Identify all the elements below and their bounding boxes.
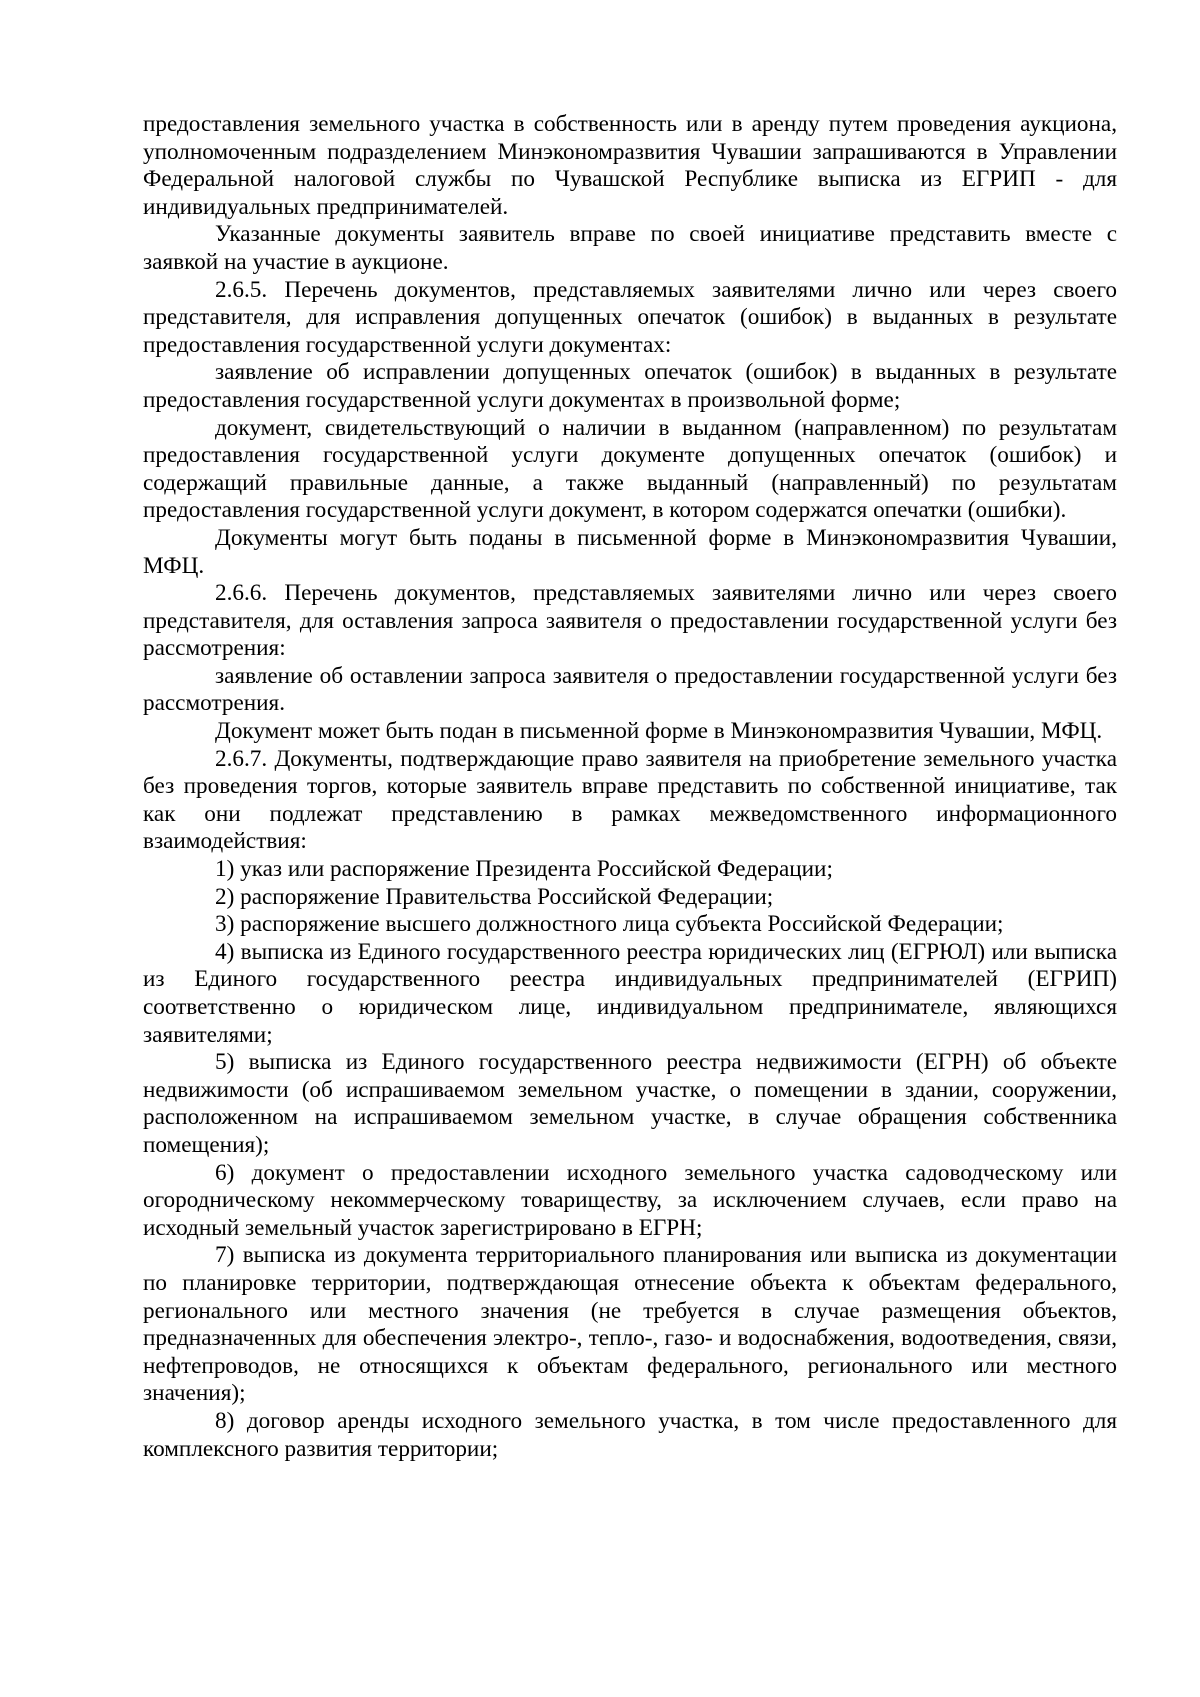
list-item-4: 4) выписка из Единого государственного реестра юридических лиц (ЕГРЮЛ) или выписка из Единого государственного реестра индивидуальных предпринимателей (ЕГРИП) соответственно о юридическом лице, индивидуальном предпринимателе, являющихся заявителями; bbox=[143, 938, 1117, 1048]
list-item-8: 8) договор аренды исходного земельного участка, в том числе предоставленного для комплексного развития территории; bbox=[143, 1407, 1117, 1462]
paragraph-2-6-7: 2.6.7. Документы, подтверждающие право заявителя на приобретение земельного участка без проведения торгов, которые заявитель вправе представить по собственной инициативе, так как они подлежат представлению в рамках межведомственного информационного взаимодействия: bbox=[143, 745, 1117, 855]
list-item-1: 1) указ или распоряжение Президента Российской Федерации; bbox=[215, 856, 833, 883]
list-item-3: 3) распоряжение высшего должностного лица субъекта Российской Федерации; bbox=[215, 911, 1004, 938]
list-item-6: 6) документ о предоставлении исходного земельного участка садоводческому или огородническому некоммерческому товариществу, за исключением случаев, если право на исходный земельный участок зарегистрировано в ЕГРН; bbox=[143, 1159, 1117, 1241]
paragraph-applicant-right: Указанные документы заявитель вправе по своей инициативе представить вместе с заявкой на участие в аукционе. bbox=[143, 221, 1117, 275]
list-item-2: 2) распоряжение Правительства Российской Федерации; bbox=[215, 883, 774, 910]
paragraph-withdrawal-statement: заявление об оставлении запроса заявителя о предоставлении государственной услуги без рассмотрения. bbox=[143, 662, 1117, 717]
list-item-5: 5) выписка из Единого государственного реестра недвижимости (ЕГРН) об объекте недвижимости (об испрашиваемом земельном участке, о помещении в здании, сооружении, расположенном на испрашиваемом земельном участке, в случае обращения собственника помещения); bbox=[143, 1049, 1117, 1158]
paragraph-auction-continuation: предоставления земельного участка в собственность или в аренду путем проведения аукциона, уполномоченным подразделением Минэкономразвития Чувашии запрашиваются в Управлении Федеральной налоговой службы по Чувашской Республике выписка из ЕГРИП - для индивидуальных предпринимателей. bbox=[143, 111, 1117, 220]
paragraph-submission-form-1: Документы могут быть поданы в письменной форме в Минэкономразвития Чувашии, МФЦ. bbox=[143, 524, 1117, 579]
paragraph-2-6-6: 2.6.6. Перечень документов, представляемых заявителями лично или через своего представителя, для оставления запроса заявителя о предоставлении государственной услуги без рассмотрения: bbox=[143, 580, 1117, 662]
paragraph-correction-statement: заявление об исправлении допущенных опечаток (ошибок) в выданных в результате предоставления государственной услуги документах в произвольной форме; bbox=[143, 359, 1117, 413]
paragraph-2-6-5: 2.6.5. Перечень документов, представляемых заявителями лично или через своего представителя, для исправления допущенных опечаток (ошибок) в выданных в результате предоставления государственной услуги документах: bbox=[143, 276, 1117, 358]
document-page bbox=[143, 111, 1117, 1463]
list-item-7: 7) выписка из документа территориального планирования или выписка из документации по планировке территории, подтверждающая отнесение объекта к объектам федерального, регионального или местного значения (не требуется в случае размещения объектов, предназначенных для обеспечения электро-, тепло-, газо- и водоснабжения, водоотведения, связи, нефтепроводов, не относящихся к объектам федерального, регионального или местного значения); bbox=[143, 1242, 1117, 1407]
paragraph-error-evidence: документ, свидетельствующий о наличии в выданном (направленном) по результатам предоставления государственной услуги документе допущенных опечаток (ошибок) и содержащий правильные данные, а также выданный (направленный) по результатам предоставления государственной услуги документ, в котором содержатся опечатки (ошибки). bbox=[143, 414, 1117, 524]
paragraph-submission-form-2: Документ может быть подан в письменной форме в Минэкономразвития Чувашии, МФЦ. bbox=[215, 718, 1103, 745]
